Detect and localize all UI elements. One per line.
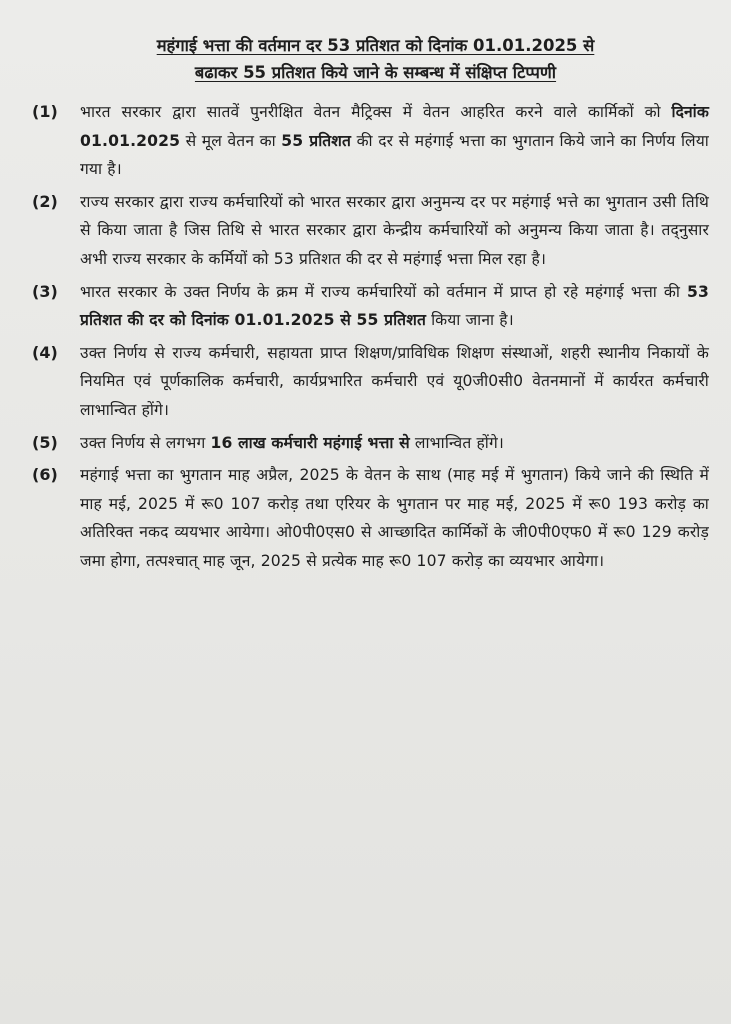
point-text <box>80 98 709 184</box>
point-bold-date: दिनांक 01.01.2025 <box>80 103 709 150</box>
point-number: (5) <box>32 432 58 452</box>
title-line-1: महंगाई भत्ता की वर्तमान दर 53 प्रतिशत को दिनांक 01.01.2025 से <box>156 36 595 55</box>
point-number: (1) <box>32 102 58 121</box>
point-text-part: से मूल वेतन का <box>180 131 282 150</box>
point-text <box>80 188 709 274</box>
point-bold-rate-change: 53 प्रतिशत की दर को दिनांक 01.01.2025 से 55 प्रतिशत <box>80 282 709 330</box>
point-text-part: उक्त निर्णय से लगभग <box>80 433 211 452</box>
point-text <box>80 339 709 425</box>
point-text <box>80 429 709 458</box>
point-text <box>80 278 709 335</box>
point-number: (4) <box>32 342 58 362</box>
point-number: (6) <box>32 465 58 485</box>
point-4 <box>28 339 709 425</box>
point-text <box>80 461 709 575</box>
point-5 <box>28 429 709 458</box>
point-3 <box>28 278 709 335</box>
point-text-part: भारत सरकार के उक्त निर्णय के क्रम में राज्य कर्मचारियों को वर्तमान में प्राप्त हो रहे महंगाई भत्ता की <box>80 282 687 301</box>
point-bold-rate: 55 प्रतिशत <box>281 131 352 150</box>
document-title <box>28 32 709 86</box>
point-number: (2) <box>32 191 58 211</box>
title-line-2: बढाकर 55 प्रतिशत किये जाने के सम्बन्ध में संक्षिप्त टिप्पणी <box>194 63 557 82</box>
point-text-part: राज्य सरकार द्वारा राज्य कर्मचारियों को भारत सरकार द्वारा अनुमन्य दर पर महंगाई भत्ते का भुगतान उसी तिथि से किया जाता है जिस तिथि से भारत सरकार द्वारा केन्द्रीय कर्मचारियों को अनुमन्य किया जाता है। तद्नुसार अभी राज्य सरकार के कर्मियों को 53 प्रतिशत की दर से महंगाई भत्ता मिल रहा है। <box>80 192 709 268</box>
point-bold-beneficiaries: 16 लाख कर्मचारी महंगाई भत्ता से <box>210 433 410 452</box>
point-text-part: भारत सरकार द्वारा सातवें पुनरीक्षित वेतन मैट्रिक्स में वेतन आहरित करने वाले कार्मिकों को <box>80 103 672 121</box>
point-text-part: किया जाना है। <box>425 311 514 330</box>
point-6 <box>28 461 709 575</box>
point-text-part: की दर से महंगाई भत्ता का भुगतान किये जाने का निर्णय लिया गया है। <box>80 131 709 179</box>
point-text-part: लाभान्वित होंगे। <box>409 433 504 452</box>
point-text-part: महंगाई भत्ता का भुगतान माह अप्रैल, 2025 के वेतन के साथ (माह मई में भुगतान) किये जाने की स्थिति में माह मई, 2025 में रू0 107 करोड़ तथा एरियर के भुगतान पर माह मई, 2025 में रू0 193 करोड़ का अतिरिक्त नकद व्ययभार आयेगा। ओ0पी0एस0 से आच्छादित कार्मिकों के जी0पी0एफ0 में रू0 129 करोड़ जमा होगा, तत्पश्चात् माह जून, 2025 से प्रत्येक माह रू0 107 करोड़ का व्ययभार आयेगा। <box>80 466 709 570</box>
point-number: (3) <box>32 281 58 301</box>
point-1 <box>28 98 709 184</box>
point-2 <box>28 188 709 274</box>
point-text-part: उक्त निर्णय से राज्य कर्मचारी, सहायता प्राप्त शिक्षण/प्राविधिक शिक्षण संस्थाओं, शहरी स्थानीय निकायों के नियमित एवं पूर्णकालिक कर्मचारी, कार्यप्रभारित कर्मचारी एवं यू0जी0सी0 वेतनमानों में कार्यरत कर्मचारी लाभान्वित होंगे। <box>80 343 709 419</box>
